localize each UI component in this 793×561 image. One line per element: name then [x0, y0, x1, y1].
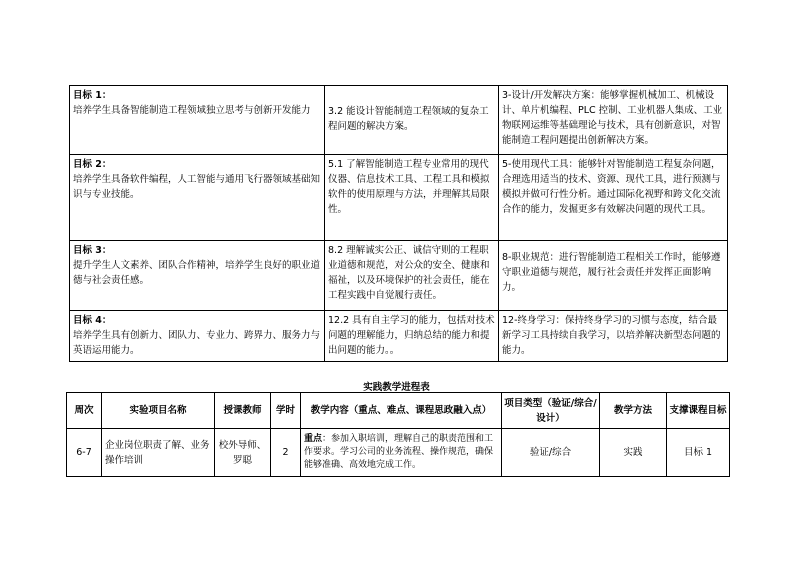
requirement-text: 12-终身学习：保持终身学习的习惯与态度，结合最新学习工具持续自我学习，以培养解决新型态问题的能力。	[502, 315, 721, 356]
requirement-text: 3-设计/开发解决方案：能够掌握机械加工、机械设计、单片机编程、PLC 控制、工业机器人集成、工业物联网运维等基础理论与技术，具有创新意识，对智能制造工程问题提出创新解决方案。	[502, 90, 723, 146]
requirement-cell	[499, 241, 728, 311]
header-project: 实验项目名称	[102, 393, 215, 429]
schedule-caption: 实践教学进程表	[363, 382, 430, 393]
content-keyword: 重点	[304, 434, 323, 444]
indicator-cell	[325, 86, 499, 155]
header-type: 项目类型（验证/综合/设计）	[502, 393, 600, 429]
header-week: 周次	[67, 393, 102, 429]
indicator-text: 12.2 具有自主学习的能力，包括对技术问题的理解能力，归纳总结的能力和提出问题的能力。。	[328, 315, 495, 356]
requirement-cell	[499, 311, 728, 362]
header-content: 教学内容（重点、难点、课程思政融入点）	[301, 393, 502, 429]
header-row	[67, 393, 730, 429]
goal-title: 目标 1：	[73, 90, 112, 101]
goal-description: 培养学生具备软件编程，人工智能与通用飞行器领域基础知识与专业技能。	[73, 174, 321, 200]
hours-cell: 2	[271, 429, 301, 477]
week-cell: 6-7	[67, 429, 102, 477]
requirement-cell	[499, 155, 728, 241]
header-method: 教学方法	[600, 393, 667, 429]
indicator-cell	[325, 311, 499, 362]
goal-cell	[70, 86, 325, 155]
project-cell: 企业岗位职责了解、业务操作培训	[102, 429, 215, 477]
goal-description: 培养学生具有创新力、团队力、专业力、跨界力、服务力与英语运用能力。	[73, 330, 321, 356]
course-goals-table	[69, 85, 728, 362]
goal-title: 目标 2：	[73, 159, 112, 170]
indicator-text: 8.2 理解诚实公正、诚信守则的工程职业道德和规范，对公众的安全、健康和福祉，以及环境保护的社会责任，能在工程实践中自觉履行责任。	[328, 245, 490, 301]
goal-description: 提升学生人文素养、团队合作精神，培养学生良好的职业道德与社会责任感。	[73, 260, 321, 286]
goal-cell	[70, 155, 325, 241]
goal-cell	[70, 241, 325, 311]
goal-title: 目标 3：	[73, 245, 112, 256]
content-text: ：参加入职培训，理解自己的职责范围和工作要求。学习公司的业务流程、操作规范，确保能够准确、高效地完成工作。	[304, 434, 494, 470]
method-cell: 实践	[600, 429, 667, 477]
type-cell: 验证/综合	[502, 429, 600, 477]
goal-description: 培养学生具备智能制造工程领域独立思考与创新开发能力	[73, 105, 311, 116]
indicator-text: 5.1 了解智能制造工程专业常用的现代仪器、信息技术工具、工程工具和模拟软件的使用原理与方法，并理解其局限性。	[328, 159, 490, 215]
indicator-text: 3.2 能设计智能制造工程领域的复杂工程问题的解决方案。	[328, 106, 489, 132]
goal-cell: 目标 1	[667, 429, 730, 477]
header-goal: 支撑课程目标	[667, 393, 730, 429]
requirement-cell	[499, 86, 728, 155]
indicator-cell	[325, 241, 499, 311]
requirement-text: 5-使用现代工具：能够针对智能制造工程复杂问题，合理选用适当的技术、资源、现代工具，进行预测与模拟并做可行性分析。通过国际化视野和跨文化交流合作的能力，发掘更多有效解决问题的现代工具。	[502, 159, 721, 215]
table-row	[70, 311, 728, 362]
goal-cell	[70, 311, 325, 362]
indicator-cell	[325, 155, 499, 241]
table-row	[67, 429, 730, 477]
header-hours: 学时	[271, 393, 301, 429]
table-row	[70, 86, 728, 155]
goal-title: 目标 4：	[73, 315, 112, 326]
header-teacher: 授课教师	[215, 393, 271, 429]
table-row	[70, 241, 728, 311]
practice-schedule-table	[66, 392, 730, 477]
table-row	[70, 155, 728, 241]
teacher-cell: 校外导师、罗聪	[215, 429, 271, 477]
requirement-text: 8-职业规范：进行智能制造工程相关工作时，能够遵守职业道德与规范，履行社会责任并发挥正面影响力。	[502, 252, 721, 293]
content-cell	[301, 429, 502, 477]
